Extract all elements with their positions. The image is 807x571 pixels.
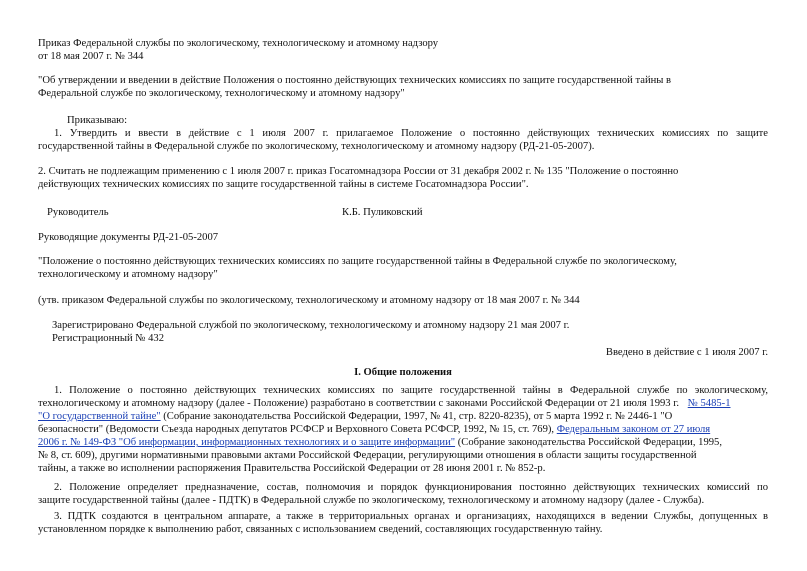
law-state-secret-link[interactable]: "О государственной тайне" — [38, 411, 161, 422]
section-heading: I. Общие положения — [354, 367, 452, 378]
order-subject-line1: "Об утверждении и введении в действие Положения о постоянно действующих технических комиссиях по защите государственной тайны в — [38, 75, 672, 86]
regulation-effective-date: Введено в действие с 1 июля 2007 г. — [605, 347, 768, 358]
p2-line2: защите государственной тайны (далее - ПДТК) в Федеральной службе по экологическому, технологическому и атомному надзору (далее - Служба). — [38, 495, 705, 506]
p1-line1: 1. Положение о постоянно действующих технических комиссиях по защите государственной тайны в Федеральной службе по экологическому, — [54, 385, 768, 396]
order-intro: Приказываю: — [67, 115, 128, 126]
law-5485-1-link[interactable]: № 5485-1 — [687, 398, 731, 409]
law-149-fz-link[interactable]: 2006 г. № 149-ФЗ "Об информации, информационных технологиях и о защите информации" — [38, 437, 456, 448]
signature-name: К.Б. Пуликовский — [342, 207, 423, 218]
signature-role: Руководитель — [47, 207, 109, 218]
regulation-doc-code: Руководящие документы РД-21-05-2007 — [38, 232, 219, 243]
p1-line2-text: технологическому и атомному надзору (далее - Положение) разработано в соответствии с законами Российской Федерации от 21 июля 1993 г. — [38, 398, 680, 409]
order-item1-line1: 1. Утвердить и ввести в действие с 1 июля 2007 г. прилагаемое Положение о постоянно действующих технических комиссиях по защите — [54, 128, 768, 139]
p1-line3-text: (Собрание законодательства Российской Федерации, 1997, № 41, стр. 8220-8235), от 5 марта 1992 г. № 2446-1 "О — [163, 411, 673, 422]
p1-line5 — [38, 436, 722, 449]
p1-line6: № 8, ст. 609), другими нормативными правовыми актами Российской Федерации, регулирующими отношения в области защиты государственной — [38, 450, 697, 461]
p2-line1: 2. Положение определяет предназначение, состав, полномочия и порядок функционирования постоянно действующих технических комиссий по — [54, 482, 768, 493]
order-item2-line1: 2. Считать не подлежащим применению с 1 июля 2007 г. приказ Госатомнадзора России от 31 декабря 2002 г. № 135 "Положение о постоянно — [38, 166, 679, 177]
p1-line5-text: (Собрание законодательства Российской Федерации, 1995, — [457, 437, 722, 448]
regulation-title-line1: "Положение о постоянно действующих технических комиссиях по защите государственной тайны в Федеральной службе по экологическому, — [38, 256, 677, 267]
order-date: от 18 мая 2007 г. № 344 — [38, 51, 144, 62]
regulation-title-line2: технологическому и атомному надзору" — [38, 269, 218, 280]
order-item1-line2: государственной тайны в Федеральной службе по экологическому, технологическому и атомному надзору (РД-21-05-2007). — [38, 141, 595, 152]
p1-line4 — [38, 423, 710, 436]
p3-line1: 3. ПДТК создаются в центральном аппарате, а также в территориальных органах и организациях, находящихся в ведении Службы, допущенных в — [54, 511, 768, 522]
regulation-registered: Зарегистрировано Федеральной службой по экологическому, технологическому и атомному надзору 21 мая 2007 г. — [52, 320, 570, 331]
order-title: Приказ Федеральной службы по экологическому, технологическому и атомному надзору — [38, 38, 439, 49]
regulation-reg-number: Регистрационный № 432 — [52, 333, 164, 344]
p1-line7: тайны, а также во исполнении распоряжения Правительства Российской Федерации от 28 июня 2001 г. № 852-р. — [38, 463, 546, 474]
p1-line4-text: безопасности" (Ведомости Съезда народных депутатов РСФСР и Верховного Совета РСФСР, 1992, № 15, ст. 769), — [38, 424, 555, 435]
p1-line3 — [38, 410, 672, 423]
order-item2-line2: действующих технических комиссиях по защите государственной тайны в системе Госатомнадзора России". — [38, 179, 529, 190]
regulation-approved: (утв. приказом Федеральной службы по экологическому, технологическому и атомному надзору от 18 мая 2007 г. № 344 — [38, 295, 580, 306]
federal-law-link[interactable]: Федеральным законом от 27 июля — [556, 424, 711, 435]
p3-line2: установленном порядке к выполнению работ, связанных с использованием сведений, составляющих государственную тайну. — [38, 524, 603, 535]
order-subject-line2: Федеральной службе по экологическому, технологическому и атомному надзору" — [38, 88, 405, 99]
p1-line2 — [38, 397, 731, 410]
